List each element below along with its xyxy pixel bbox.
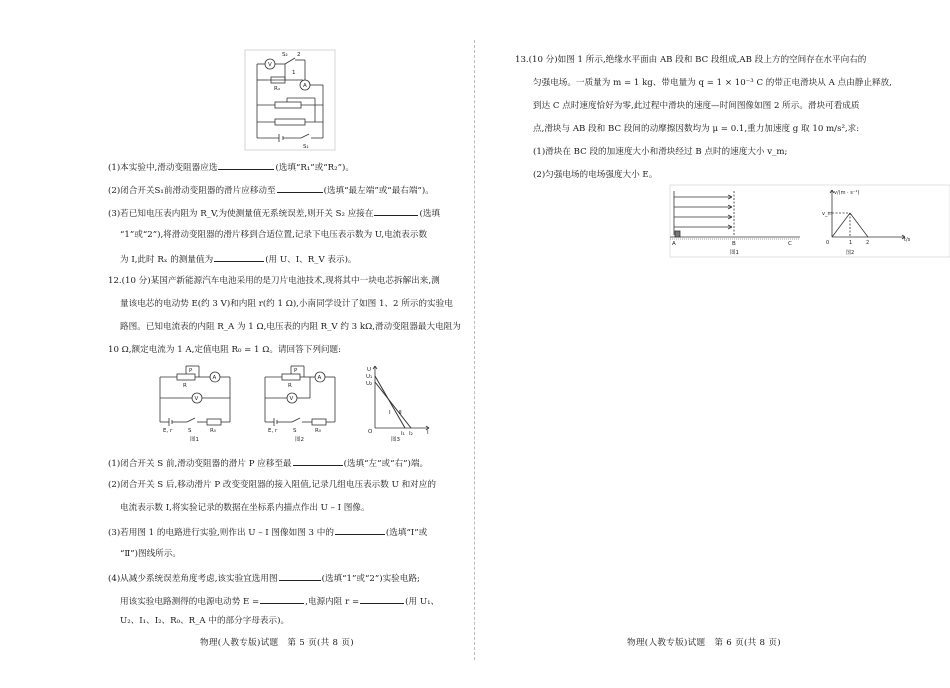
- fig3-origin: O: [368, 429, 373, 435]
- q12-part1: (1)闭合开关 S 前,滑动变阻器的滑片 P 应移至最 (选填“左”或“右”)端。: [108, 456, 428, 470]
- q13-figure1: [670, 185, 950, 257]
- q12-part4: (4)从减少系统误差角度考虑,该实验宜选用图 (选填“1”或“2”)实验电路;: [108, 571, 420, 585]
- point-b-label: B: [732, 241, 736, 247]
- ammeter-label: A: [303, 83, 307, 89]
- q11-part3-cont2: 为 I,此时 Rₓ 的测量值为 (用 U、I、R_V 表示)。: [120, 252, 357, 266]
- fig3-i2-label: I₂: [409, 431, 413, 437]
- q11-part1: (1)本实验中,滑动变阻器应选 (选填“R₁”或“R₂”)。: [108, 160, 354, 174]
- q13-line1: 13.(10 分)如图 1 所示,绝缘水平面由 AB 段和 BC 段组成,AB 段上方的空间存在水平向右的: [515, 55, 867, 65]
- q13-line4: 点,滑块与 AB 段和 BC 段间的动摩擦因数均为 μ = 0.1,重力加速度 g 取 10 m/s²,求:: [533, 124, 860, 134]
- s2-label: S₂: [282, 52, 288, 58]
- q11-part3-cont: “1”或“2”),将滑动变阻器的滑片移到合适位置,记录下电压表示数为 U,电流表示数: [120, 230, 428, 240]
- fig3-i1-label: I₁: [401, 431, 405, 437]
- q13-figure2-graph: [822, 190, 911, 256]
- q12-part3-cont: “Ⅱ”)图线所示。: [120, 549, 181, 559]
- q11-circuit-diagram: [245, 50, 335, 150]
- q12-blank4[interactable]: [260, 594, 304, 604]
- fig2-x-axis-label: t/s: [904, 237, 911, 243]
- fig3-i-label: I: [427, 430, 429, 436]
- fig1-r-label: R: [183, 383, 187, 389]
- node-1-label: 1: [292, 70, 296, 76]
- q12-blank2[interactable]: [335, 525, 385, 535]
- q12-blank1[interactable]: [293, 456, 343, 466]
- q12-part2: (2)闭合开关 S 后,移动滑片 P 改变变阻器的接入阻值,记录几组电压表示数 U 和对应的: [108, 480, 436, 490]
- q13-line2: 匀强电场。一质量为 m = 1 kg、带电量为 q = 1 × 10⁻³ C 的带正电滑块从 A 点由静止释放,: [533, 78, 892, 88]
- q12-part3: (3)若用图 1 的电路进行实验,则作出 U – I 图像如图 3 中的 (选填“Ⅰ”或: [108, 525, 427, 539]
- page-footer-right: 物理(人教专版)试题 第 6 页(共 8 页): [627, 638, 781, 648]
- q12-part4-cont2: U₂、I₁、I₂、R₀、R_A 中的部分字母表示)。: [120, 616, 290, 626]
- fig3-line1-label: Ⅰ: [389, 410, 391, 416]
- fig2-ammeter-label: A: [317, 375, 322, 381]
- q11-part3: (3)若已知电压表内阻为 R_V,为使测量值无系统误差,则开关 S₂ 应接在 (选填: [108, 206, 440, 220]
- q12-line2: 量该电芯的电动势 E(约 3 V)和内阻 r(约 1 Ω),小南同学设计了如图 1、2 所示的实验电: [120, 299, 453, 309]
- fig2-vm-label: v_m: [822, 211, 833, 217]
- fig1-p-label: P: [189, 368, 193, 374]
- q12-figure2-circuit: [260, 362, 340, 442]
- q13-fig2-caption: 图2: [846, 250, 855, 256]
- s1-label: S₁: [303, 144, 309, 150]
- fig1-ammeter-label: A: [212, 375, 217, 381]
- fig3-u-label: U: [367, 367, 372, 373]
- q11-blank3[interactable]: [374, 206, 418, 216]
- q13-fig1-caption: 图1: [730, 250, 739, 256]
- q11-blank2[interactable]: [277, 183, 323, 193]
- fig2-t1: 1: [849, 240, 853, 246]
- fig1-er-label: E, r: [163, 428, 173, 434]
- fig2-er-label: E, r: [268, 428, 278, 434]
- q12-blank5[interactable]: [360, 594, 404, 604]
- right-page: [475, 0, 950, 688]
- fig2-voltmeter-label: V: [289, 396, 294, 402]
- fig1-s-label: S: [188, 428, 192, 434]
- q11-part2: (2)闭合开关S₁前滑动变阻器的滑片应移动至 (选填“最左端”或“最右端”)。: [108, 183, 434, 197]
- fig2-y-axis-label: v/(m · s⁻¹): [834, 190, 860, 196]
- voltmeter-label: V: [268, 62, 272, 68]
- fig3-u2-label: U₂: [366, 381, 373, 387]
- fig2-caption: 图2: [295, 437, 304, 443]
- fig2-s-label: S: [293, 428, 297, 434]
- page-footer-left: 物理(人教专版)试题 第 5 页(共 8 页): [200, 638, 354, 648]
- fig1-r0-label: R₀: [210, 428, 217, 434]
- q13-part2: (2)匀强电场的电场强度大小 E。: [533, 170, 658, 180]
- fig3-caption: 图3: [391, 437, 400, 443]
- q12-blank3[interactable]: [279, 571, 321, 581]
- q12-line3: 路图。已知电流表的内阻 R_A 为 1 Ω,电压表的内阻 R_V 约 3 kΩ,滑动变阻器最大电阻为: [120, 322, 461, 332]
- fig2-r0-label: R₀: [315, 428, 322, 434]
- q13-line3: 到达 C 点时速度恰好为零,此过程中滑块的速度—时间图像如图 2 所示。滑块可看成质: [533, 101, 860, 111]
- fig3-u1-label: U₁: [366, 374, 373, 380]
- q13-part1: (1)滑块在 BC 段的加速度大小和滑块经过 B 点时的速度大小 v_m;: [533, 147, 788, 157]
- fig3-line2-label: Ⅱ: [399, 410, 402, 416]
- fig1-voltmeter-label: V: [194, 396, 199, 402]
- fig2-p-label: P: [294, 368, 298, 374]
- rx-label: Rₓ: [274, 86, 281, 92]
- q12-line1: 12.(10 分)某国产新能源汽车电池采用的是刀片电池技术,现将其中一块电芯拆解出来,测: [108, 276, 440, 286]
- fig2-r-label: R: [288, 383, 292, 389]
- point-c-label: C: [788, 241, 792, 247]
- q12-part4-cont: 用该实验电路测得的电源电动势 E = ,电源内阻 r = (用 U₁、: [120, 594, 439, 608]
- node-2-label: 2: [297, 52, 301, 58]
- q11-blank1[interactable]: [218, 160, 274, 170]
- fig2-t2: 2: [866, 240, 870, 246]
- q12-figure1-circuit: [155, 362, 235, 442]
- q12-part2-cont: 电流表示数 I,将实验记录的数据在坐标系内描点作出 U – I 图像。: [120, 503, 370, 513]
- point-a-label: A: [672, 241, 676, 247]
- fig1-caption: 图1: [190, 437, 199, 443]
- fig2-origin: 0: [826, 240, 830, 246]
- q12-line4: 10 Ω,额定电流为 1 A,定值电阻 R₀ = 1 Ω。请回答下列问题:: [108, 345, 342, 355]
- q11-blank4[interactable]: [214, 252, 264, 262]
- q12-figure3-graph: [365, 362, 435, 442]
